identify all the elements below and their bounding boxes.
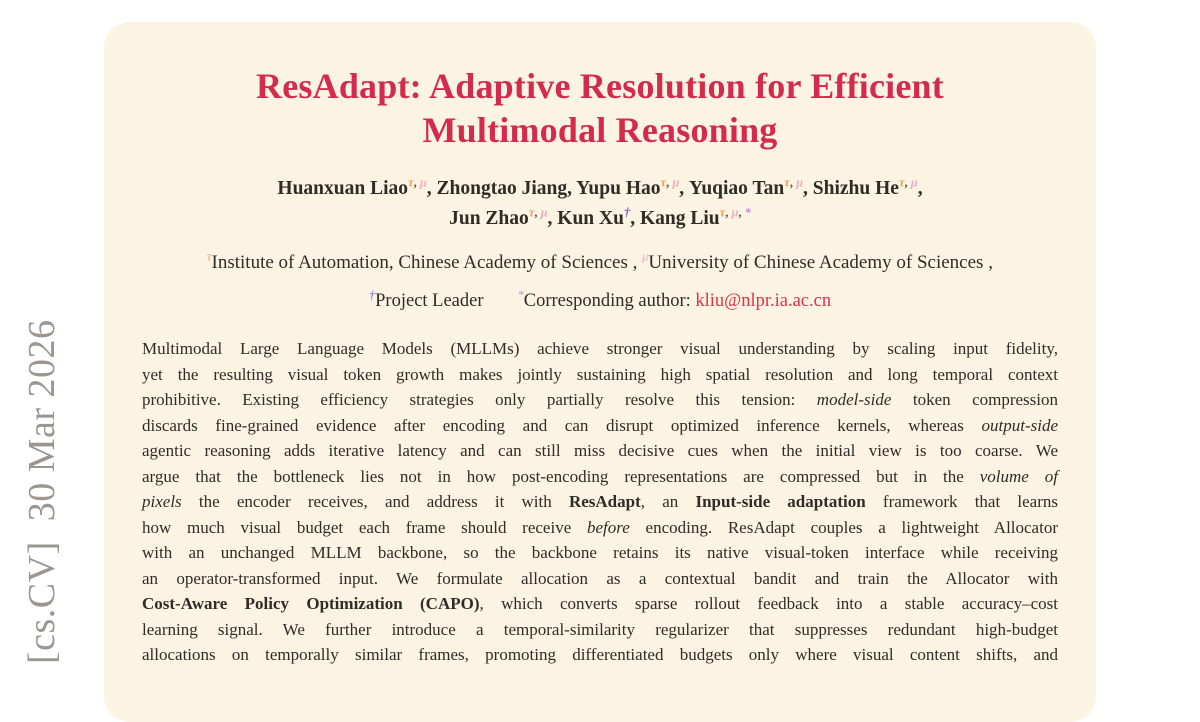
mu-superscript: μ (419, 175, 427, 190)
abstract-text-segment: an operator-transformed input. We formulate allocation as a contextual bandit and train the Allocator with (142, 568, 1058, 588)
abstract-text-segment: before (586, 517, 630, 537)
abstract-line (142, 515, 1058, 541)
author-superscripts (784, 176, 803, 190)
author-name: Kang Liu (639, 208, 720, 229)
mu-superscript: μ (731, 205, 739, 220)
abstract-text-segment: the encoder receives, and address it with (181, 492, 569, 511)
abstract-text-segment: framework that learns (865, 492, 1058, 511)
author-separator: , (803, 178, 813, 199)
author-name: Huanxuan Liao (277, 178, 409, 199)
tau-superscript: τ (207, 249, 212, 264)
author-separator: , (547, 208, 558, 229)
abstract-text-segment: pixels (142, 492, 182, 511)
corresponding-author-email-link[interactable]: kliu@nlpr.ia.ac.cn (695, 291, 832, 311)
abstract-text-segment: Input-side adaptation (695, 492, 866, 511)
abstract-text-segment: with an unchanged MLLM backbone, so the backbone retains its native visual-token interface while receiving (142, 543, 1058, 562)
abstract-text-segment: encoding. ResAdapt couples a lightweight Allocator (629, 517, 1058, 537)
affiliation-text: Institute of Automation, Chinese Academy of Sciences , (211, 252, 643, 273)
mu-superscript: μ (672, 175, 680, 190)
tau-superscript: τ (719, 205, 726, 220)
abstract-line (142, 336, 1058, 362)
abstract-text-segment: argue that the bottleneck lies not in how post-encoding representations are compressed but in the (142, 466, 980, 486)
author-superscripts (661, 176, 680, 190)
author-superscripts (899, 176, 918, 190)
author-name: Shizhu He (812, 178, 899, 199)
footnote-line (142, 288, 1058, 314)
author-superscripts (408, 176, 427, 190)
author-separator: , (426, 178, 437, 199)
paper-title-line-1: ResAdapt: Adaptive Resolution for Efficient (256, 66, 944, 106)
abstract-text-segment: , which converts sparse rollout feedback into a stable accuracy–cost (479, 594, 1058, 613)
author-name: Jun Zhao (449, 208, 529, 229)
arxiv-watermark: [cs.CV] 30 Mar 2026 (21, 319, 63, 664)
abstract-text-segment: Cost-Aware Policy Optimization (CAPO) (142, 594, 480, 613)
project-leader-label: Project Leader (375, 291, 484, 311)
abstract-line (142, 540, 1058, 566)
abstract-text-segment: , an (640, 492, 696, 511)
abstract-line (142, 642, 1058, 668)
superscript-separator: , (534, 205, 541, 220)
corresponding-author-label: Corresponding author: (523, 291, 696, 311)
author-line (142, 204, 1058, 234)
abstract-text-segment: agentic reasoning adds iterative latency and can still miss decisive cues when the initial view is too coarse. We (142, 441, 1058, 460)
abstract-line (142, 413, 1058, 439)
superscript-separator: , (413, 175, 420, 190)
star-superscript: * (517, 287, 524, 302)
mu-superscript: μ (910, 175, 918, 190)
abstract-text-segment: allocations on temporally similar frames, promoting differentiated budgets only where visual content shifts, and (142, 645, 1058, 664)
author-line (142, 174, 1058, 204)
paper-title-line-2: Multimodal Reasoning (422, 110, 778, 150)
superscript-separator: , (904, 175, 911, 190)
author-name: Zhongtao Jiang (436, 178, 568, 199)
author-separator: , (630, 208, 640, 229)
author-name: Kun Xu (557, 208, 624, 229)
abstract-text-segment: discards fine-grained evidence after encoding and can disrupt optimized inference kernels, whereas (142, 415, 982, 435)
mu-superscript: μ (540, 205, 548, 220)
superscript-separator: , (666, 175, 673, 190)
star-superscript: * (744, 205, 751, 220)
abstract-line (142, 591, 1058, 617)
tau-superscript: τ (528, 205, 535, 220)
mu-superscript: μ (642, 249, 649, 264)
tau-superscript: τ (408, 175, 414, 190)
author-name: Yupu Hao (576, 178, 661, 199)
abstract-text-segment: how much visual budget each frame should receive (142, 517, 587, 537)
dagger-superscript: † (368, 287, 376, 302)
author-separator: , (917, 178, 923, 199)
affiliations-line (142, 250, 1058, 276)
abstract-text-segment: token compression (891, 390, 1058, 409)
abstract-line (142, 617, 1058, 643)
superscript-separator: , (738, 205, 745, 220)
author-lines (142, 174, 1058, 234)
abstract-text-segment: Multimodal Large Language Models (MLLMs) achieve stronger visual understanding by scaling input fidelity, (142, 339, 1058, 358)
affiliation-text: University of Chinese Academy of Sciences , (648, 252, 993, 273)
abstract-text-segment: volume of (979, 466, 1058, 486)
author-name: Yuqiao Tan (689, 178, 785, 199)
abstract-line (142, 464, 1058, 490)
tau-superscript: τ (898, 175, 905, 190)
author-superscripts (720, 206, 751, 220)
abstract-line (142, 438, 1058, 464)
paper-card (104, 22, 1096, 722)
abstract-text-segment: model-side (816, 390, 892, 409)
abstract-line (142, 362, 1058, 388)
abstract (142, 336, 1058, 668)
superscript-separator: , (725, 205, 732, 220)
author-superscripts (529, 206, 548, 220)
abstract-text-segment: yet the resulting visual token growth makes jointly sustaining high spatial resolution and long temporal context (142, 364, 1058, 384)
tau-superscript: τ (784, 175, 790, 190)
abstract-text-segment: prohibitive. Existing efficiency strategies only partially resolve this tension: (142, 390, 817, 409)
dagger-superscript: † (623, 205, 631, 220)
tau-superscript: τ (660, 175, 667, 190)
paper-content (104, 22, 1096, 668)
project-leader-note (368, 287, 484, 311)
paper-title (142, 64, 1058, 152)
abstract-text-segment: learning signal. We further introduce a temporal-similarity regularizer that suppresses redundant high-budget (142, 619, 1058, 639)
abstract-text-segment: output-side (981, 415, 1058, 435)
corresponding-author-note (517, 287, 832, 311)
abstract-line (142, 566, 1058, 592)
superscript-separator: , (789, 175, 797, 190)
abstract-line (142, 489, 1058, 515)
mu-superscript: μ (796, 175, 804, 190)
abstract-line (142, 387, 1058, 413)
abstract-text-segment: ResAdapt (568, 492, 641, 511)
author-separator: , (567, 178, 577, 199)
author-separator: , (679, 178, 690, 199)
